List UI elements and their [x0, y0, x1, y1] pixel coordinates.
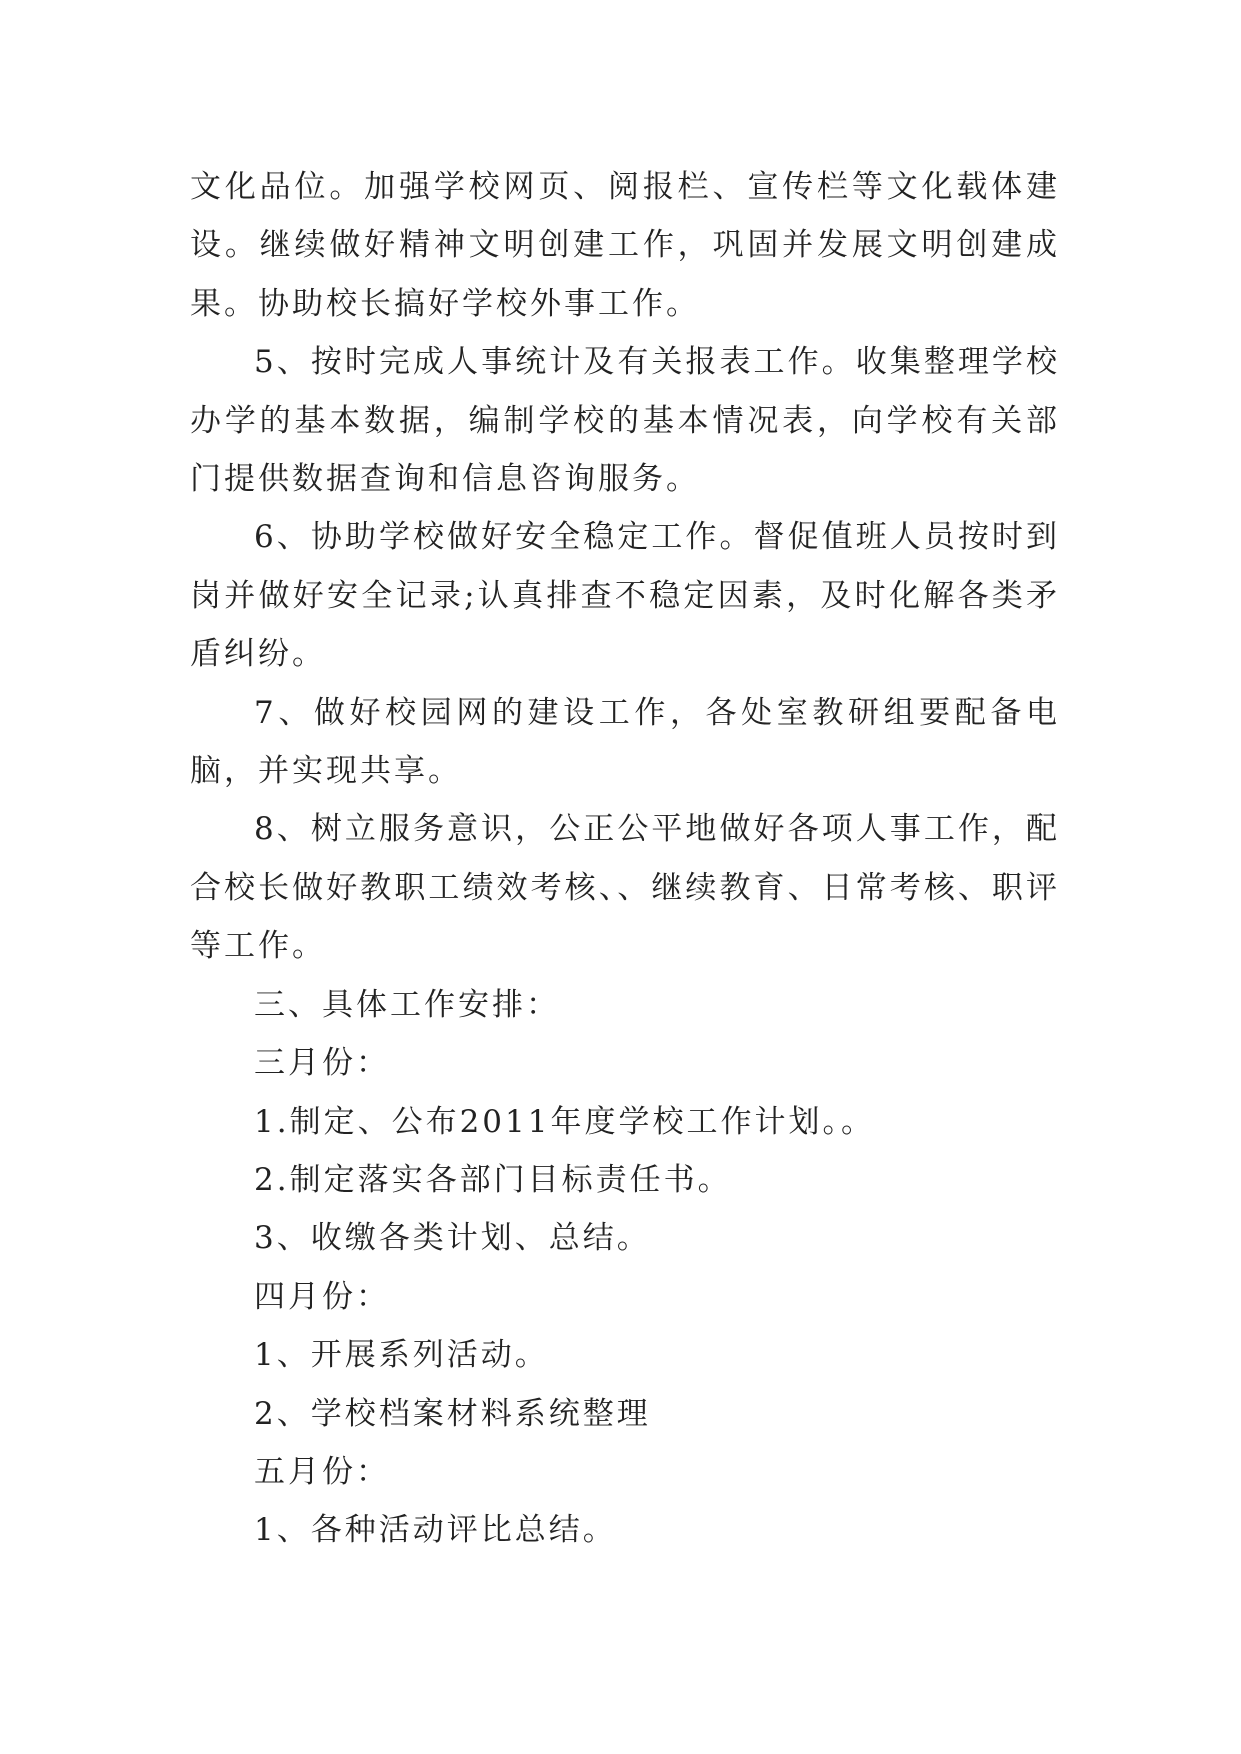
march-item-2: 2.制定落实各部门目标责任书。 [254, 1161, 732, 1198]
month-heading-march: 三月份： [254, 1045, 390, 1082]
april-item-2: 2、学校档案材料系统整理 [254, 1395, 651, 1432]
may-item-1: 1、各种活动评比总结。 [254, 1512, 617, 1549]
document-body [190, 158, 1060, 1560]
april-item-1: 1、开展系列活动。 [254, 1337, 549, 1374]
paragraph-item-6: 6、协助学校做好安全稳定工作。督促值班人员按时到岗并做好安全记录;认真排查不稳定因素，及时化解各类矛盾纠纷。 [190, 519, 1060, 673]
paragraph-item-8: 8、树立服务意识，公正公平地做好各项人事工作，配合校长做好教职工绩效考核、、继续教育、日常考核、职评等工作。 [190, 811, 1060, 965]
paragraph-culture-building: 文化品位。加强学校网页、阅报栏、宣传栏等文化载体建设。继续做好精神文明创建工作，巩固并发展文明创建成果。协助校长搞好学校外事工作。 [190, 169, 1060, 322]
section-heading-schedule: 三、具体工作安排： [254, 986, 560, 1023]
paragraph-item-5: 5、按时完成人事统计及有关报表工作。收集整理学校办学的基本数据，编制学校的基本情况表，向学校有关部门提供数据查询和信息咨询服务。 [190, 344, 1060, 498]
march-item-1: 1.制定、公布2011年度学校工作计划。。 [254, 1103, 875, 1140]
month-heading-may: 五月份： [254, 1453, 390, 1490]
month-heading-april: 四月份： [254, 1278, 390, 1315]
paragraph-item-7: 7、做好校园网的建设工作，各处室教研组要配备电脑，并实现共享。 [190, 694, 1060, 790]
march-item-3: 3、收缴各类计划、总结。 [254, 1220, 651, 1257]
